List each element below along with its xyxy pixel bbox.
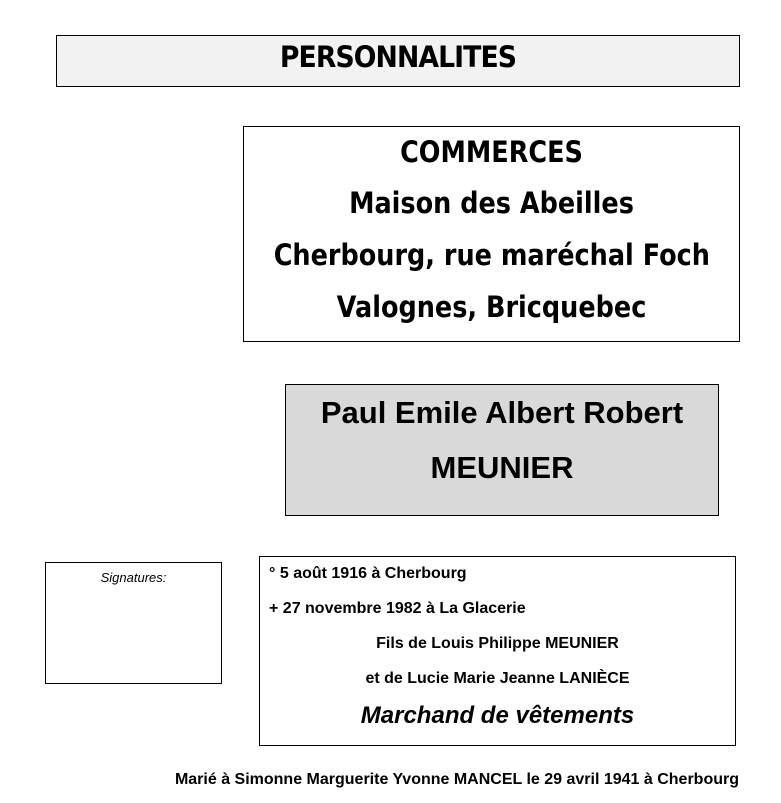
commerce-location-valognes: Valognes, Bricquebec [336,290,647,324]
person-given-names: Paul Emile Albert Robert [320,395,684,430]
signature-box [45,562,222,684]
death-info: + 27 novembre 1982 à La Glacerie [269,600,526,617]
page-title: PERSONNALITES [279,40,517,74]
commerces-box [243,126,740,342]
person-surname: MEUNIER [430,450,574,485]
signature-label: Signatures: [100,570,167,585]
biography-box [259,556,736,746]
mother-info: et de Lucie Marie Jeanne LANIÈCE [365,670,630,687]
commerce-shop-name: Maison des Abeilles [349,186,634,220]
father-info: Fils de Louis Philippe MEUNIER [376,635,619,652]
marriage-info: Marié à Simonne Marguerite Yvonne MANCEL le 29 avril 1941 à Cherbourg [174,771,739,788]
profession: Marchand de vêtements [360,702,635,729]
person-name-box [285,384,719,516]
birth-info: ° 5 août 1916 à Cherbourg [269,565,467,582]
commerces-heading: COMMERCES [400,135,583,169]
header-box [56,35,740,87]
commerce-location-cherbourg: Cherbourg, rue maréchal Foch [273,238,710,272]
